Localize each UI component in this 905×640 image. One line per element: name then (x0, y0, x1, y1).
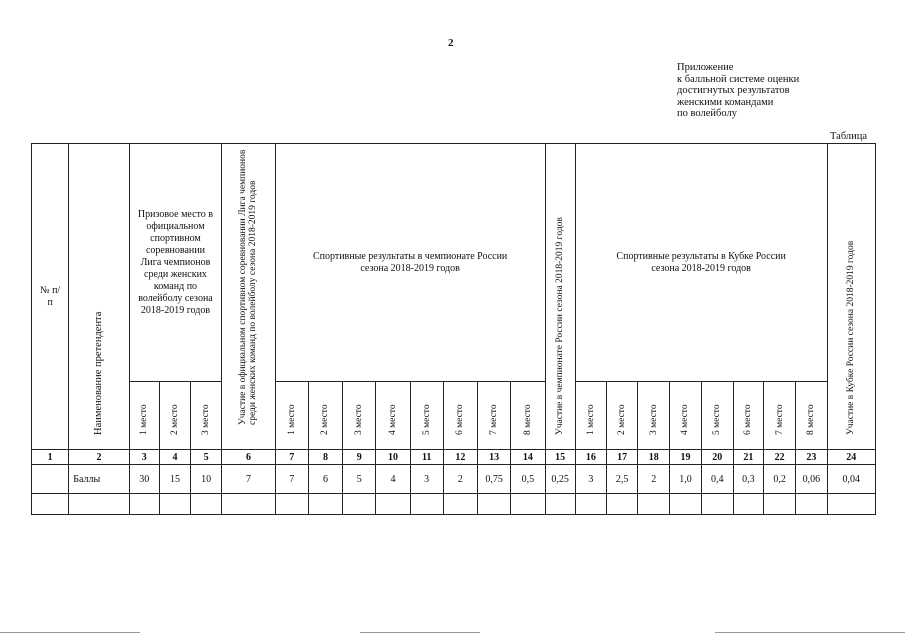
column-number: 6 (222, 450, 275, 465)
empty-row (32, 494, 876, 515)
empty-cell (343, 494, 376, 515)
points-value: 7 (222, 465, 275, 494)
scan-edge-line (715, 632, 905, 633)
column-number: 14 (511, 450, 545, 465)
name-header-label: Наименование претендента (92, 311, 104, 435)
points-value: 6 (308, 465, 342, 494)
place-header-cell (191, 382, 222, 450)
appendix-line: по волейболу (677, 108, 737, 119)
prize-group-label: Призовое место в официальном спортивном соревновании Лига чемпионов среди женских команд по волейболу сезона 2018-2019 годов (137, 208, 214, 316)
points-value: 0,3 (733, 465, 763, 494)
points-value: 0,75 (478, 465, 511, 494)
column-number: 15 (545, 450, 575, 465)
empty-cell (478, 494, 511, 515)
points-value: 4 (376, 465, 410, 494)
empty-cell (275, 494, 308, 515)
column-number: 18 (638, 450, 670, 465)
place-header-cell (343, 382, 376, 450)
place-label: 3 место (648, 404, 659, 435)
place-label: 2 место (169, 404, 180, 435)
column-number: 5 (191, 450, 222, 465)
appendix-line: к балльной системе оценки (677, 73, 800, 85)
column-number: 19 (670, 450, 701, 465)
place-label: 2 место (320, 404, 331, 435)
column-number: 2 (69, 450, 129, 465)
num-header-label: № п/п (40, 284, 61, 308)
appendix-note (677, 62, 877, 120)
place-label: 4 место (387, 404, 398, 435)
championship-group-label: Спортивные результаты в чемпионате России сезона 2018-2019 годов (312, 250, 508, 274)
league-participation-label: Участие в официальном спортивном соревновании Лига чемпионов среди женских команд по волейболу сезона 2018-2019 годов (238, 149, 259, 425)
points-value: 2 (638, 465, 670, 494)
empty-cell (827, 494, 876, 515)
place-label: 8 место (522, 404, 533, 435)
place-label: 2 место (617, 404, 628, 435)
place-header-cell (159, 382, 190, 450)
place-label: 3 место (201, 404, 212, 435)
points-value: 0,04 (827, 465, 876, 494)
points-label: Баллы (69, 465, 129, 494)
name-header-cell (69, 144, 129, 450)
column-number: 21 (733, 450, 763, 465)
cup-participation-header (827, 144, 876, 450)
points-value: 2,5 (606, 465, 637, 494)
scan-edge-line (360, 632, 480, 633)
place-label: 5 место (421, 404, 432, 435)
points-value: 0,4 (701, 465, 733, 494)
place-label: 7 место (489, 404, 500, 435)
column-number: 11 (410, 450, 443, 465)
empty-cell (701, 494, 733, 515)
empty-cell (670, 494, 701, 515)
points-value: 3 (575, 465, 606, 494)
column-number: 10 (376, 450, 410, 465)
place-header-cell (308, 382, 342, 450)
empty-cell (32, 494, 69, 515)
place-label: 5 место (712, 404, 723, 435)
column-number: 13 (478, 450, 511, 465)
column-number: 7 (275, 450, 308, 465)
place-header-cell (764, 382, 796, 450)
place-label: 3 место (354, 404, 365, 435)
scan-edge-line (0, 632, 140, 633)
place-header-cell (410, 382, 443, 450)
points-table (31, 143, 876, 515)
num-header-cell (32, 144, 69, 450)
column-number: 22 (764, 450, 796, 465)
column-number-row (32, 450, 876, 465)
championship-group-header (275, 144, 545, 382)
column-number: 3 (129, 450, 159, 465)
place-header-cell (443, 382, 477, 450)
place-header-cell (796, 382, 827, 450)
empty-cell (159, 494, 190, 515)
place-header-cell (129, 382, 159, 450)
points-value: 15 (159, 465, 190, 494)
championship-participation-header (545, 144, 575, 450)
place-label: 6 место (455, 404, 466, 435)
cup-group-header (575, 144, 827, 382)
empty-cell (796, 494, 827, 515)
empty-cell (376, 494, 410, 515)
appendix-line: достигнутых результатов (677, 85, 790, 96)
empty-cell (733, 494, 763, 515)
empty-cell (606, 494, 637, 515)
points-value: 1,0 (670, 465, 701, 494)
empty-cell (191, 494, 222, 515)
column-number: 9 (343, 450, 376, 465)
column-number: 16 (575, 450, 606, 465)
empty-cell (410, 494, 443, 515)
prize-group-header (129, 144, 222, 382)
place-label: 7 место (774, 404, 785, 435)
appendix-line: женскими командами (677, 96, 774, 108)
empty-cell (545, 494, 575, 515)
column-number: 17 (606, 450, 637, 465)
place-header-cell (701, 382, 733, 450)
place-label: 1 место (585, 404, 596, 435)
cup-participation-label: Участие в Кубке России сезона 2018-2019 годов (846, 240, 857, 435)
place-header-cell (733, 382, 763, 450)
empty-cell (764, 494, 796, 515)
empty-cell (638, 494, 670, 515)
column-number: 23 (796, 450, 827, 465)
points-value: 0,06 (796, 465, 827, 494)
place-label: 1 место (286, 404, 297, 435)
place-header-cell (376, 382, 410, 450)
points-value: 0,25 (545, 465, 575, 494)
cup-group-label: Спортивные результаты в Кубке России сезона 2018-2019 годов (616, 250, 786, 274)
place-header-cell (478, 382, 511, 450)
empty-cell (511, 494, 545, 515)
place-header-cell (575, 382, 606, 450)
page-number: 2 (448, 37, 454, 49)
points-num-cell (32, 465, 69, 494)
column-number: 12 (443, 450, 477, 465)
empty-cell (222, 494, 275, 515)
place-header-cell (638, 382, 670, 450)
place-label: 8 место (806, 404, 817, 435)
column-number: 8 (308, 450, 342, 465)
place-header-cell (670, 382, 701, 450)
empty-cell (575, 494, 606, 515)
points-value: 3 (410, 465, 443, 494)
league-participation-header (222, 144, 275, 450)
place-header-cell (275, 382, 308, 450)
points-value: 30 (129, 465, 159, 494)
points-value: 0,5 (511, 465, 545, 494)
appendix-line: Приложение (677, 62, 734, 73)
place-label: 4 место (680, 404, 691, 435)
empty-cell (308, 494, 342, 515)
place-header-cell (606, 382, 637, 450)
points-value: 2 (443, 465, 477, 494)
empty-cell (129, 494, 159, 515)
column-number: 24 (827, 450, 876, 465)
column-number: 1 (32, 450, 69, 465)
empty-cell (443, 494, 477, 515)
points-value: 0,2 (764, 465, 796, 494)
points-value: 7 (275, 465, 308, 494)
points-value: 10 (191, 465, 222, 494)
points-row (32, 465, 876, 494)
table-label: Таблица (830, 131, 868, 142)
place-header-cell (511, 382, 545, 450)
place-label: 6 место (743, 404, 754, 435)
championship-participation-label: Участие в чемпионате России сезона 2018-2019 годов (555, 217, 566, 435)
points-value: 5 (343, 465, 376, 494)
column-number: 20 (701, 450, 733, 465)
place-label: 1 место (139, 404, 150, 435)
column-number: 4 (159, 450, 190, 465)
empty-cell (69, 494, 129, 515)
